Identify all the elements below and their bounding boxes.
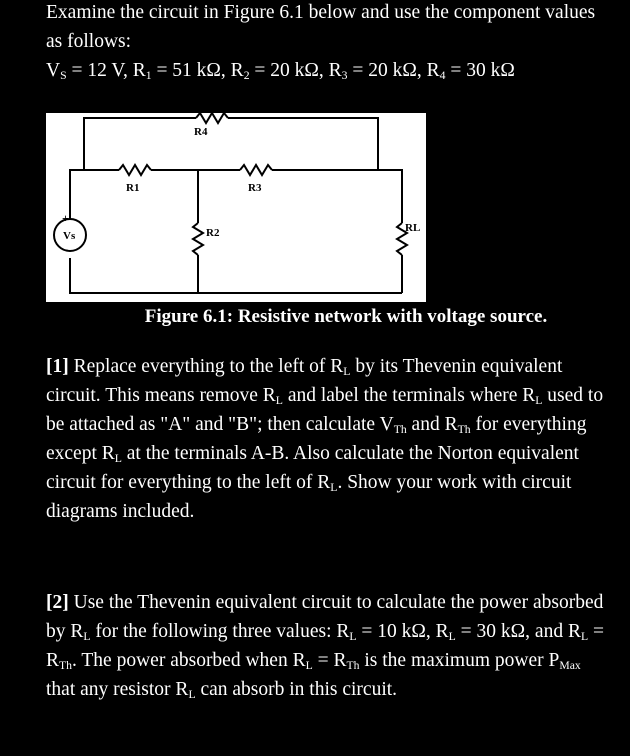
caption-text: Resistive network with voltage source.: [237, 306, 548, 327]
question-1-text: Replace everything to the left of $R_L$ by its Thevenin equivalent circuit. This means remove $R_L$ and label the terminals where $R_L$ used to be attached as "A" and "B"; then calculate $V_{Th}$ and $R_{Th}$ for everything except $R_L$ at the terminals A-B. Also calculate the Norton equivalent circuit for everything to the left of $R_L$. Show your work with circuit diagrams included.: [46, 356, 604, 522]
figure-caption: [46, 302, 606, 332]
intro-text: Examine the circuit in Figure 6.1 below and use the component values as follows:: [46, 2, 596, 52]
label-r3: R3: [248, 182, 262, 194]
label-rl: RL: [405, 222, 421, 234]
question-2-text: Use the Thevenin equivalent circuit to calculate the power absorbed by $R_L$ for the following three values: $R_L = 10$ kΩ, $R_L = 30$ kΩ, and $R_L = R_{Th}$. The power absorbed when $R_L = R_{Th}$ is the maximum power $P_{Max}$ that any resistor $R_L$ can absorb in this circuit.: [46, 592, 604, 701]
question-1-number: [1]: [46, 356, 69, 377]
label-r4: R4: [194, 126, 208, 138]
question-2-number: [2]: [46, 592, 69, 613]
svg-text:-: -: [64, 242, 68, 256]
label-r1: R1: [126, 182, 140, 194]
circuit-diagram: [46, 113, 426, 302]
svg-text:+: +: [62, 211, 69, 225]
label-vs: Vs: [63, 230, 76, 242]
circuit-figure: [46, 113, 426, 302]
intro-paragraph: [46, 0, 606, 85]
component-values: $V_S = 12$ V, $R_1 = 51$ kΩ, $R_2 = 20$ kΩ, $R_3 = 20$ kΩ, $R_4 = 30$ kΩ: [46, 60, 515, 82]
caption-label: Figure 6.1:: [144, 306, 234, 327]
question-1: [46, 352, 606, 526]
question-2: [46, 588, 606, 704]
label-r2: R2: [206, 227, 220, 239]
